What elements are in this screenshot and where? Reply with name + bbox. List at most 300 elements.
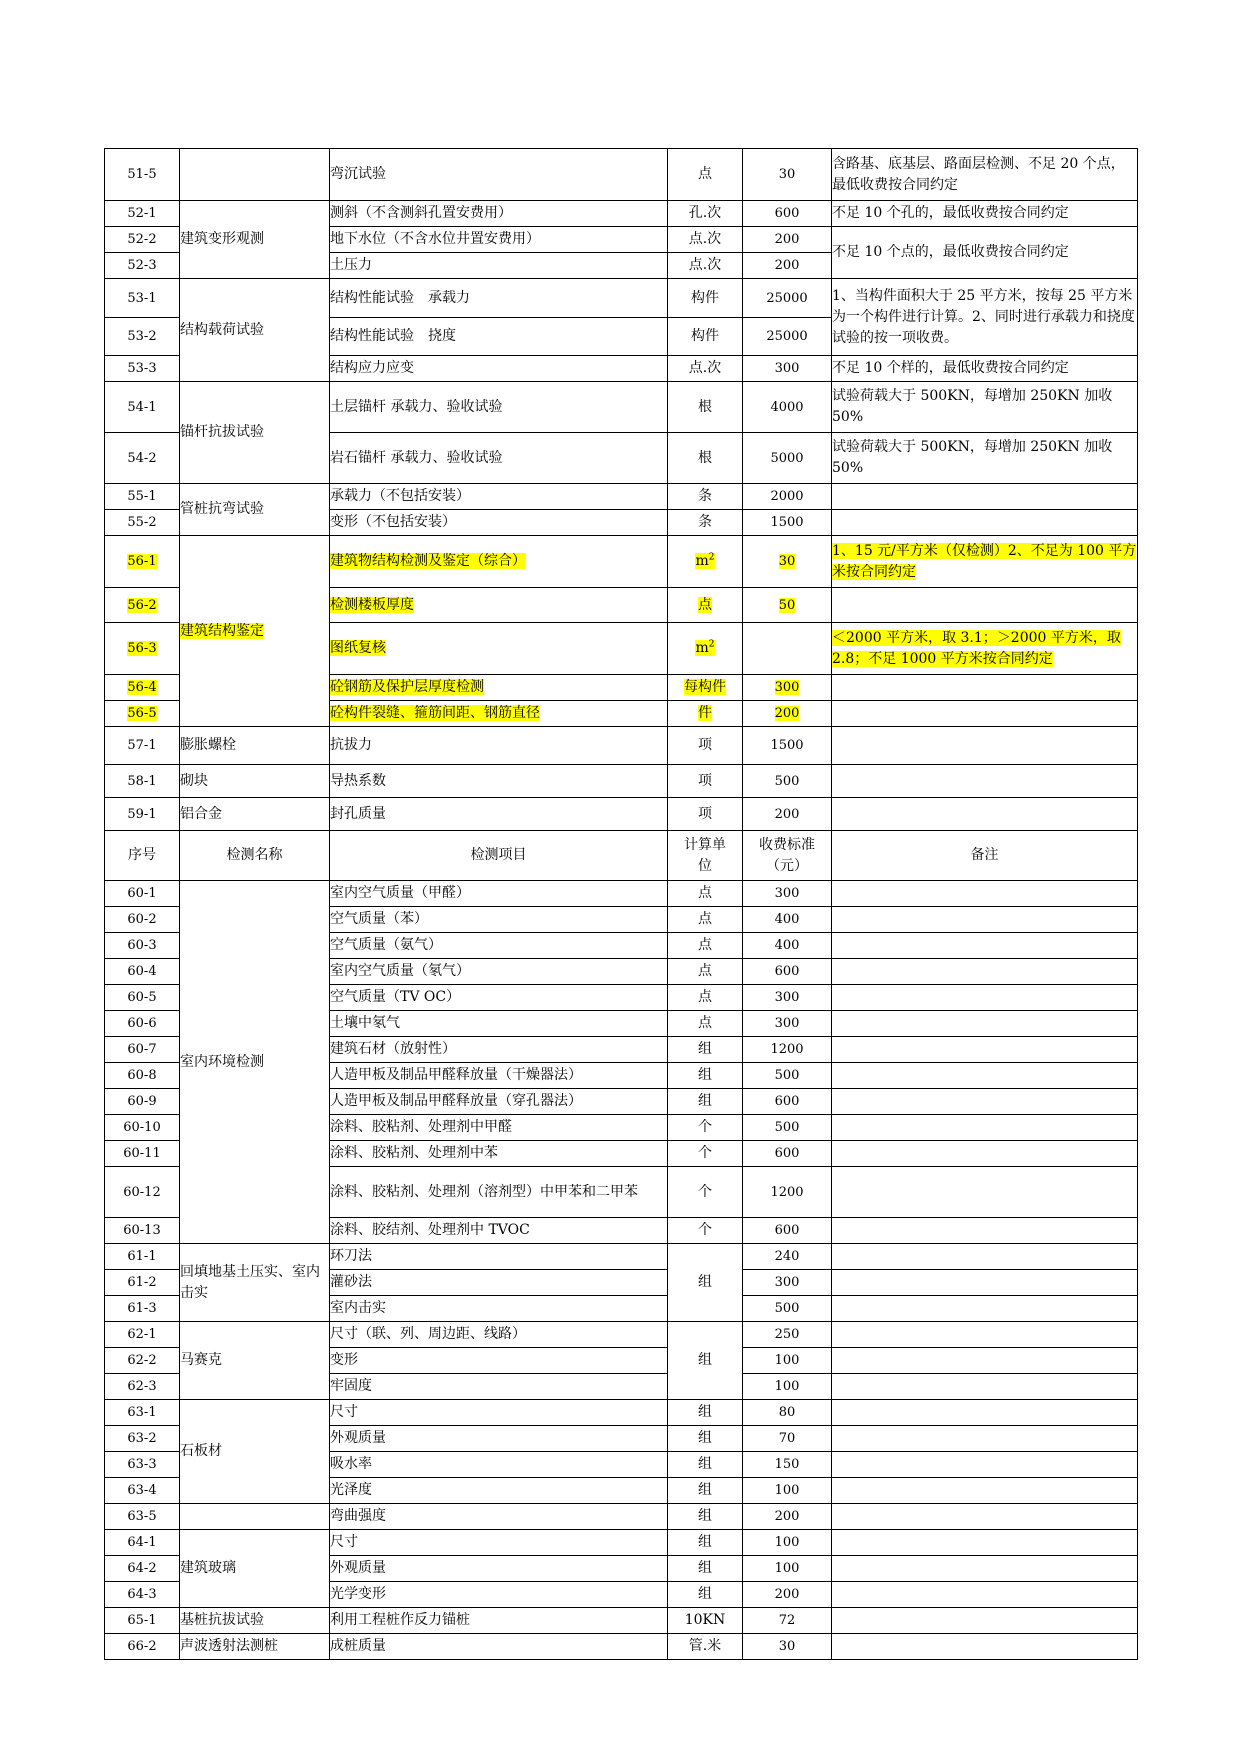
unit-base: m xyxy=(695,640,709,656)
unit: 项 xyxy=(668,727,743,765)
item-name: 光泽度 xyxy=(330,1478,668,1504)
row-no: 54-1 xyxy=(105,382,180,433)
unit xyxy=(668,701,743,727)
unit xyxy=(668,675,743,701)
row-no: 52-2 xyxy=(105,227,180,253)
unit: 点 xyxy=(668,1011,743,1037)
item-name: 结构应力应变 xyxy=(330,356,668,382)
note xyxy=(832,1608,1138,1634)
row-no: 61-2 xyxy=(105,1270,180,1296)
unit: 点 xyxy=(668,985,743,1011)
unit: 点 xyxy=(668,149,743,201)
row-no: 53-1 xyxy=(105,279,180,318)
category-name: 铝合金 xyxy=(180,798,330,831)
row-no: 62-1 xyxy=(105,1322,180,1348)
price: 200 xyxy=(743,1582,832,1608)
price: 500 xyxy=(743,1063,832,1089)
category-name xyxy=(180,149,330,201)
row-no xyxy=(105,701,180,727)
unit: 管.米 xyxy=(668,1634,743,1660)
row-no: 55-1 xyxy=(105,484,180,510)
unit: 点.次 xyxy=(668,253,743,279)
row-no: 59-1 xyxy=(105,798,180,831)
row-no xyxy=(105,675,180,701)
note: 含路基、底基层、路面层检测、不足 20 个点，最低收费按合同约定 xyxy=(832,149,1138,201)
row-no: 52-3 xyxy=(105,253,180,279)
note xyxy=(832,1582,1138,1608)
table-row xyxy=(105,765,1138,798)
row-no: 60-1 xyxy=(105,881,180,907)
row-no: 55-2 xyxy=(105,510,180,536)
price: 72 xyxy=(743,1608,832,1634)
item-name xyxy=(330,536,668,588)
highlight: 检测楼板厚度 xyxy=(330,596,414,613)
row-no xyxy=(105,623,180,675)
note xyxy=(832,1504,1138,1530)
unit: 组 xyxy=(668,1426,743,1452)
row-no: 66-2 xyxy=(105,1634,180,1660)
highlight: 56-4 xyxy=(127,680,157,695)
note xyxy=(832,907,1138,933)
price: 240 xyxy=(743,1244,832,1270)
table-row xyxy=(105,798,1138,831)
highlight: 56-1 xyxy=(127,554,157,569)
item-name: 空气质量（氨气） xyxy=(330,933,668,959)
note xyxy=(832,1244,1138,1270)
row-no: 60-2 xyxy=(105,907,180,933)
item-name: 涂料、胶结剂、处理剂中 TVOC xyxy=(330,1218,668,1244)
unit: 个 xyxy=(668,1141,743,1167)
item-name: 室内空气质量（氡气） xyxy=(330,959,668,985)
highlight: 建筑物结构检测及鉴定（综合） xyxy=(330,553,526,569)
price: 100 xyxy=(743,1530,832,1556)
category-name: 管桩抗弯试验 xyxy=(180,484,330,536)
item-name: 利用工程桩作反力锚桩 xyxy=(330,1608,668,1634)
price: 100 xyxy=(743,1374,832,1400)
item-name: 建筑石材（放射性） xyxy=(330,1037,668,1063)
item-name: 弯沉试验 xyxy=(330,149,668,201)
note xyxy=(832,701,1138,727)
unit xyxy=(668,588,743,623)
item-name: 灌砂法 xyxy=(330,1270,668,1296)
note xyxy=(832,623,1138,675)
category-name: 石板材 xyxy=(180,1400,330,1504)
price: 1200 xyxy=(743,1037,832,1063)
row-no: 62-2 xyxy=(105,1348,180,1374)
unit: 点 xyxy=(668,933,743,959)
unit: 条 xyxy=(668,484,743,510)
highlight: 件 xyxy=(698,705,712,721)
unit xyxy=(668,536,743,588)
row-no: 60-12 xyxy=(105,1167,180,1218)
note xyxy=(832,1530,1138,1556)
row-no: 60-13 xyxy=(105,1218,180,1244)
price: 100 xyxy=(743,1556,832,1582)
table-row xyxy=(105,1400,1138,1426)
note: 不足 10 个样的，最低收费按合同约定 xyxy=(832,356,1138,382)
row-no: 64-1 xyxy=(105,1530,180,1556)
header-unit: 计算单位 xyxy=(668,831,743,881)
note xyxy=(832,1089,1138,1115)
price: 2000 xyxy=(743,484,832,510)
item-name xyxy=(330,701,668,727)
category-name xyxy=(180,1504,330,1530)
row-no: 52-1 xyxy=(105,201,180,227)
price: 600 xyxy=(743,1089,832,1115)
item-name: 结构性能试验 承载力 xyxy=(330,279,668,318)
unit: 组 xyxy=(668,1478,743,1504)
unit: 组 xyxy=(668,1037,743,1063)
table-row xyxy=(105,1504,1138,1530)
note xyxy=(832,881,1138,907)
category-name: 室内环境检测 xyxy=(180,881,330,1244)
highlight: 砼构件裂缝、箍筋间距、钢筋直径 xyxy=(330,705,540,721)
price: 25000 xyxy=(743,318,832,356)
price xyxy=(743,675,832,701)
item-name xyxy=(330,675,668,701)
row-no: 63-1 xyxy=(105,1400,180,1426)
table-row xyxy=(105,201,1138,227)
category-name: 声波透射法测桩 xyxy=(180,1634,330,1660)
item-name: 成桩质量 xyxy=(330,1634,668,1660)
highlight: 56-5 xyxy=(127,706,157,721)
table-row xyxy=(105,1634,1138,1660)
row-no: 65-1 xyxy=(105,1608,180,1634)
row-no: 62-3 xyxy=(105,1374,180,1400)
price: 300 xyxy=(743,1011,832,1037)
item-name: 尺寸 xyxy=(330,1530,668,1556)
note xyxy=(832,985,1138,1011)
note xyxy=(832,1141,1138,1167)
item-name: 外观质量 xyxy=(330,1556,668,1582)
highlight: 200 xyxy=(774,706,800,721)
note xyxy=(832,1115,1138,1141)
note xyxy=(832,1296,1138,1322)
unit: 组 xyxy=(668,1582,743,1608)
note xyxy=(832,1478,1138,1504)
note: 不足 10 个点的，最低收费按合同约定 xyxy=(832,227,1138,279)
note xyxy=(832,588,1138,623)
unit: 项 xyxy=(668,765,743,798)
note xyxy=(832,1426,1138,1452)
table-row xyxy=(105,382,1138,433)
note xyxy=(832,1037,1138,1063)
category-name: 锚杆抗拔试验 xyxy=(180,382,330,484)
unit: 组 xyxy=(668,1322,743,1400)
row-no: 63-5 xyxy=(105,1504,180,1530)
row-no: 60-3 xyxy=(105,933,180,959)
price: 1500 xyxy=(743,727,832,765)
price: 500 xyxy=(743,1115,832,1141)
price: 200 xyxy=(743,253,832,279)
unit: 构件 xyxy=(668,279,743,318)
price: 80 xyxy=(743,1400,832,1426)
price: 250 xyxy=(743,1322,832,1348)
highlight: ＜2000 平方米，取 3.1；＞2000 平方米，取 2.8；不足 1000 平方米按合同约定 xyxy=(832,629,1121,667)
price: 300 xyxy=(743,881,832,907)
row-no: 61-3 xyxy=(105,1296,180,1322)
item-name: 承载力（不包括安装） xyxy=(330,484,668,510)
item-name xyxy=(330,588,668,623)
highlight: 56-2 xyxy=(127,597,157,613)
item-name: 光学变形 xyxy=(330,1582,668,1608)
note xyxy=(832,1063,1138,1089)
price xyxy=(743,701,832,727)
unit xyxy=(668,623,743,675)
header-no: 序号 xyxy=(105,831,180,881)
note xyxy=(832,1374,1138,1400)
note xyxy=(832,1348,1138,1374)
note: 试验荷载大于 500KN，每增加 250KN 加收 50% xyxy=(832,382,1138,433)
item-name: 土层锚杆 承载力、验收试验 xyxy=(330,382,668,433)
price: 600 xyxy=(743,1218,832,1244)
row-no: 60-8 xyxy=(105,1063,180,1089)
highlight: 56-3 xyxy=(127,641,157,656)
row-no: 60-6 xyxy=(105,1011,180,1037)
category-name: 马赛克 xyxy=(180,1322,330,1400)
price: 600 xyxy=(743,959,832,985)
unit: 点.次 xyxy=(668,356,743,382)
item-name: 空气质量（苯） xyxy=(330,907,668,933)
price: 30 xyxy=(743,1634,832,1660)
price: 300 xyxy=(743,356,832,382)
unit: 构件 xyxy=(668,318,743,356)
highlight: 30 xyxy=(778,554,796,569)
category-name: 膨胀螺栓 xyxy=(180,727,330,765)
header-note: 备注 xyxy=(832,831,1138,881)
unit: 个 xyxy=(668,1167,743,1218)
highlight: 1、15 元/平方米（仅检测）2、不足为 100 平方米按合同约定 xyxy=(832,542,1137,580)
note xyxy=(832,1322,1138,1348)
note xyxy=(832,1011,1138,1037)
item-name: 人造甲板及制品甲醛释放量（干燥器法） xyxy=(330,1063,668,1089)
category-name: 结构载荷试验 xyxy=(180,279,330,382)
highlight: 建筑结构鉴定 xyxy=(180,622,264,639)
row-no: 63-4 xyxy=(105,1478,180,1504)
row-no: 63-3 xyxy=(105,1452,180,1478)
item-name: 牢固度 xyxy=(330,1374,668,1400)
item-name: 弯曲强度 xyxy=(330,1504,668,1530)
unit: 组 xyxy=(668,1089,743,1115)
price: 30 xyxy=(743,149,832,201)
note xyxy=(832,1270,1138,1296)
header-name: 检测名称 xyxy=(180,831,330,881)
category-name: 建筑玻璃 xyxy=(180,1530,330,1608)
item-name: 外观质量 xyxy=(330,1426,668,1452)
price: 100 xyxy=(743,1348,832,1374)
row-no: 51-5 xyxy=(105,149,180,201)
item-name: 尺寸 xyxy=(330,1400,668,1426)
item-name: 土壤中氡气 xyxy=(330,1011,668,1037)
note xyxy=(832,727,1138,765)
unit: 组 xyxy=(668,1452,743,1478)
note xyxy=(832,798,1138,831)
price xyxy=(743,536,832,588)
category-name: 基桩抗拔试验 xyxy=(180,1608,330,1634)
unit-base: m xyxy=(695,553,709,569)
table-row xyxy=(105,484,1138,510)
unit: 个 xyxy=(668,1115,743,1141)
item-name: 涂料、胶粘剂、处理剂（溶剂型）中甲苯和二甲苯 xyxy=(330,1167,668,1218)
note xyxy=(832,536,1138,588)
unit: 组 xyxy=(668,1400,743,1426)
unit: 组 xyxy=(668,1244,743,1322)
item-name: 测斜（不含测斜孔置安费用） xyxy=(330,201,668,227)
unit: 10KN xyxy=(668,1608,743,1634)
unit-sup: 2 xyxy=(708,639,715,650)
price: 1200 xyxy=(743,1167,832,1218)
unit: 组 xyxy=(668,1556,743,1582)
price: 600 xyxy=(743,201,832,227)
row-no: 60-9 xyxy=(105,1089,180,1115)
unit: 个 xyxy=(668,1218,743,1244)
note xyxy=(832,484,1138,510)
price: 600 xyxy=(743,1141,832,1167)
price: 70 xyxy=(743,1426,832,1452)
price: 400 xyxy=(743,933,832,959)
item-name: 结构性能试验 挠度 xyxy=(330,318,668,356)
row-no: 63-2 xyxy=(105,1426,180,1452)
unit: 点 xyxy=(668,881,743,907)
category-name: 回填地基土压实、室内击实 xyxy=(180,1244,330,1322)
note xyxy=(832,510,1138,536)
unit: 条 xyxy=(668,510,743,536)
item-name: 变形 xyxy=(330,1348,668,1374)
table-row xyxy=(105,727,1138,765)
price xyxy=(743,623,832,675)
unit: 组 xyxy=(668,1530,743,1556)
price: 400 xyxy=(743,907,832,933)
item-name: 尺寸（联、列、周边距、线路） xyxy=(330,1322,668,1348)
note xyxy=(832,1218,1138,1244)
table-row xyxy=(105,881,1138,907)
row-no: 53-2 xyxy=(105,318,180,356)
row-no: 61-1 xyxy=(105,1244,180,1270)
note xyxy=(832,1634,1138,1660)
note: 不足 10 个孔的，最低收费按合同约定 xyxy=(832,201,1138,227)
item-name: 岩石锚杆 承载力、验收试验 xyxy=(330,433,668,484)
price: 500 xyxy=(743,765,832,798)
price: 200 xyxy=(743,798,832,831)
header-price: 收费标准（元） xyxy=(743,831,832,881)
highlight: 300 xyxy=(774,680,800,695)
price: 5000 xyxy=(743,433,832,484)
highlight xyxy=(695,553,714,569)
category-name: 建筑变形观测 xyxy=(180,201,330,279)
unit: 组 xyxy=(668,1063,743,1089)
note xyxy=(832,1400,1138,1426)
item-name: 封孔质量 xyxy=(330,798,668,831)
note xyxy=(832,675,1138,701)
note xyxy=(832,933,1138,959)
row-no: 57-1 xyxy=(105,727,180,765)
unit: 孔.次 xyxy=(668,201,743,227)
item-name: 室内击实 xyxy=(330,1296,668,1322)
unit: 根 xyxy=(668,433,743,484)
table-row xyxy=(105,1322,1138,1348)
row-no: 60-4 xyxy=(105,959,180,985)
row-no: 60-11 xyxy=(105,1141,180,1167)
highlight: 点 xyxy=(698,596,712,613)
row-no: 60-10 xyxy=(105,1115,180,1141)
note: 1、当构件面积大于 25 平方米，按每 25 平方米为一个构件进行计算。2、同时进行承载力和挠度试验的按一项收费。 xyxy=(832,279,1138,356)
fee-table xyxy=(104,148,1138,1660)
row-no: 60-5 xyxy=(105,985,180,1011)
table-row xyxy=(105,1530,1138,1556)
highlight: 砼钢筋及保护层厚度检测 xyxy=(330,679,484,695)
item-name: 抗拔力 xyxy=(330,727,668,765)
header-item: 检测项目 xyxy=(330,831,668,881)
unit-sup: 2 xyxy=(708,552,715,563)
price: 100 xyxy=(743,1478,832,1504)
item-name: 室内空气质量（甲醛） xyxy=(330,881,668,907)
unit: 项 xyxy=(668,798,743,831)
note xyxy=(832,959,1138,985)
highlight xyxy=(695,640,714,656)
item-name: 空气质量（TV OC） xyxy=(330,985,668,1011)
price: 300 xyxy=(743,1270,832,1296)
table-row xyxy=(105,1608,1138,1634)
item-name: 变形（不包括安装） xyxy=(330,510,668,536)
unit: 根 xyxy=(668,382,743,433)
highlight: 图纸复核 xyxy=(330,640,386,656)
price: 1500 xyxy=(743,510,832,536)
category-name: 砌块 xyxy=(180,765,330,798)
price: 500 xyxy=(743,1296,832,1322)
table-header-row xyxy=(105,831,1138,881)
price: 200 xyxy=(743,1504,832,1530)
table-row xyxy=(105,149,1138,201)
price: 300 xyxy=(743,985,832,1011)
highlight: 每构件 xyxy=(684,679,726,695)
item-name: 土压力 xyxy=(330,253,668,279)
note xyxy=(832,1556,1138,1582)
price: 25000 xyxy=(743,279,832,318)
item-name xyxy=(330,623,668,675)
note: 试验荷载大于 500KN，每增加 250KN 加收 50% xyxy=(832,433,1138,484)
item-name: 吸水率 xyxy=(330,1452,668,1478)
table-row xyxy=(105,279,1138,318)
price xyxy=(743,588,832,623)
unit: 点 xyxy=(668,907,743,933)
unit: 组 xyxy=(668,1504,743,1530)
note xyxy=(832,1167,1138,1218)
row-no: 53-3 xyxy=(105,356,180,382)
row-no: 64-2 xyxy=(105,1556,180,1582)
row-no xyxy=(105,588,180,623)
item-name: 环刀法 xyxy=(330,1244,668,1270)
row-no: 60-7 xyxy=(105,1037,180,1063)
note xyxy=(832,765,1138,798)
item-name: 涂料、胶粘剂、处理剂中甲醛 xyxy=(330,1115,668,1141)
unit: 点 xyxy=(668,959,743,985)
item-name: 地下水位（不含水位井置安费用） xyxy=(330,227,668,253)
price: 150 xyxy=(743,1452,832,1478)
row-no: 54-2 xyxy=(105,433,180,484)
table-row xyxy=(105,1244,1138,1270)
category-name xyxy=(180,536,330,727)
price: 200 xyxy=(743,227,832,253)
table-row xyxy=(105,536,1138,588)
item-name: 导热系数 xyxy=(330,765,668,798)
note xyxy=(832,1452,1138,1478)
item-name: 人造甲板及制品甲醛释放量（穿孔器法） xyxy=(330,1089,668,1115)
row-no: 64-3 xyxy=(105,1582,180,1608)
highlight: 50 xyxy=(778,597,796,613)
row-no: 58-1 xyxy=(105,765,180,798)
row-no xyxy=(105,536,180,588)
price: 4000 xyxy=(743,382,832,433)
